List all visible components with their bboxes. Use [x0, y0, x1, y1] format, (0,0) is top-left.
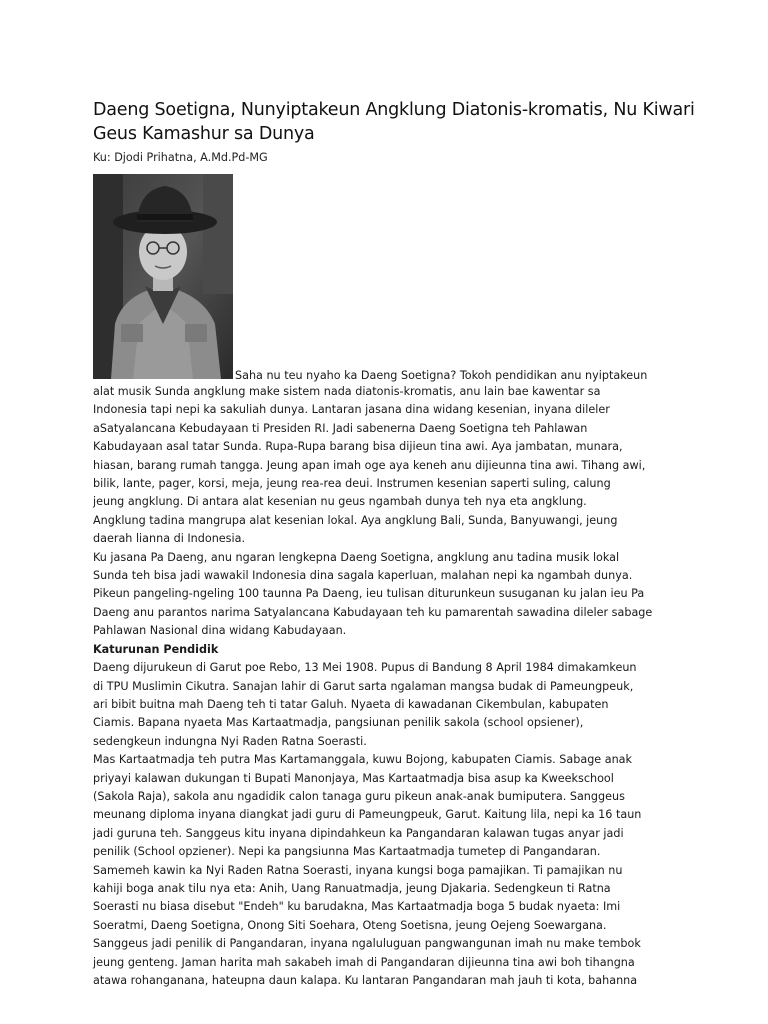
title-line-1: Daeng Soetigna, Nunyiptakeun Angklung Diatonis-kromatis, Nu Kiwari: [93, 100, 695, 120]
section-line: Mas Kartaatmadja teh putra Mas Kartamanggala, kuwu Bojong, kabupaten Ciamis. Sabage anak: [93, 753, 633, 767]
section-line: kahiji boga anak tilu nya eta: Anih, Uang Ranuatmadja, jeung Djakaria. Sedengkeun ti Ratna: [93, 881, 611, 895]
photo-row: [93, 174, 683, 381]
article-body: [93, 383, 683, 990]
intro-line: aSatyalancana Kebudayaan ti Presiden RI. Jadi sabenerna Daeng Soetigna teh Pahlawan: [93, 421, 588, 435]
section-line: sedengkeun indungna Nyi Raden Ratna Soerasti.: [93, 734, 367, 748]
section-line: meunang diploma inyana diangkat jadi guru di Pameungpeuk, Garut. Kaitung lila, nepi ka 16 taun: [93, 808, 642, 822]
intro-line: jeung angklung. Di antara alat kesenian nu geus ngambah dunya teh nya eta angklung.: [93, 495, 587, 509]
section-paragraphs: [93, 659, 683, 990]
intro-line: Ku jasana Pa Daeng, anu ngaran lengkepna Daeng Soetigna, angklung anu tadina musik lokal: [93, 550, 620, 564]
section-line: jadi guruna teh. Sanggeus kitu inyana dipindahkeun ka Pangandaran kalawan tugas anyar jadi: [93, 826, 624, 840]
author-byline: Ku: Djodi Prihatna, A.Md.Pd-MG: [93, 151, 268, 164]
intro-line: Sunda teh bisa jadi wawakil Indonesia dina sagala kaperluan, malahan nepi ka ngambah dunya.: [93, 569, 633, 583]
intro-line: Daeng anu parantos narima Satyalancana Kabudayaan teh ku pamarentah sawadina dileler sabage: [93, 605, 653, 619]
intro-line: Indonesia tapi nepi ka sakuliah dunya. Lantaran jasana dina widang kesenian, inyana dileler: [93, 403, 610, 417]
intro-line: bilik, lante, pager, korsi, meja, jeung rea-rea deui. Instrumen kesenian saperti suling, calung: [93, 477, 611, 491]
article-title: [93, 98, 695, 146]
intro-paragraphs: [93, 383, 683, 641]
section-line: di TPU Muslimin Cikutra. Sanajan lahir di Garut sarta ngalaman mangsa budak di Pameungpeuk,: [93, 679, 634, 693]
section-line: Soerasti nu biasa disebut "Endeh" ku barudakna, Mas Kartaatmadja boga 5 budak nyaeta: Imi: [93, 900, 621, 914]
portrait-photo: [93, 174, 233, 379]
section-line: Ciamis. Bapana nyaeta Mas Kartaatmadja, pangsiunan penilik sakola (school opsiener),: [93, 716, 584, 730]
intro-line: Pahlawan Nasional dina widang Kabudayaan.: [93, 624, 347, 638]
section-line: atawa rohanganana, hateupna daun kalapa. Ku lantaran Pangandaran mah jauh ti kota, bahanna: [93, 974, 638, 987]
article: [93, 98, 695, 990]
section-line: Daeng dijurukeun di Garut poe Rebo, 13 Mei 1908. Pupus di Bandung 8 April 1984 dimakamkeun: [93, 661, 637, 675]
section-line: Soeratmi, Daeng Soetigna, Onong Siti Soehara, Oteng Soetisna, jeung Oejeng Soewargana.: [93, 918, 607, 932]
intro-line: alat musik Sunda angklung make sistem nada diatonis-kromatis, anu lain bae kawentar sa: [93, 385, 601, 398]
intro-line: Kabudayaan asal tatar Sunda. Rupa-Rupa barang bisa dijieun tina awi. Aya jambatan, munara,: [93, 440, 623, 454]
section-line: penilik (School opziener). Nepi ka pangsiunna Mas Kartaatmadja tumetep di Pangandaran.: [93, 845, 601, 859]
section-line: jeung genteng. Jaman harita mah sakabeh imah di Pangandaran dijieunna tina awi boh tihangna: [93, 955, 635, 969]
section-line: priyayi kalawan dukungan ti Bupati Manonjaya, Mas Kartaatmadja bisa asup ka Kweekschool: [93, 771, 614, 785]
intro-line: hiasan, barang rumah tangga. Jeung apan imah oge aya keneh anu dijieunna tina awi. Tihang awi,: [93, 458, 646, 472]
intro-first-line: Saha nu teu nyaho ka Daeng Soetigna? Tokoh pendidikan anu nyiptakeun: [235, 369, 648, 382]
intro-line: daerah lianna di Indonesia.: [93, 532, 246, 546]
section-line: (Sakola Raja), sakola anu ngadidik calon tanaga guru pikeun anak-anak bumiputera. Sanggeus: [93, 789, 625, 803]
title-line-2: Geus Kamashur sa Dunya: [93, 124, 315, 144]
section-heading: Katurunan Pendidik: [93, 642, 219, 656]
section-line: Samemeh kawin ka Nyi Raden Ratna Soerasti, inyana kungsi boga pamajikan. Ti pamajikan nu: [93, 863, 623, 877]
section-line: Sanggeus jadi penilik di Pangandaran, inyana ngaluluguan pangwangunan imah nu make tembok: [93, 937, 641, 951]
intro-line: Angklung tadina mangrupa alat kesenian lokal. Aya angklung Bali, Sunda, Banyuwangi, jeung: [93, 513, 618, 527]
section-line: ari bibit buitna mah Daeng teh ti tatar Galuh. Nyaeta di kawadanan Cikembulan, kabupaten: [93, 697, 609, 711]
intro-line: Pikeun pangeling-ngeling 100 taunna Pa Daeng, ieu tulisan diturunkeun susuganan ku jalan ieu Pa: [93, 587, 645, 601]
